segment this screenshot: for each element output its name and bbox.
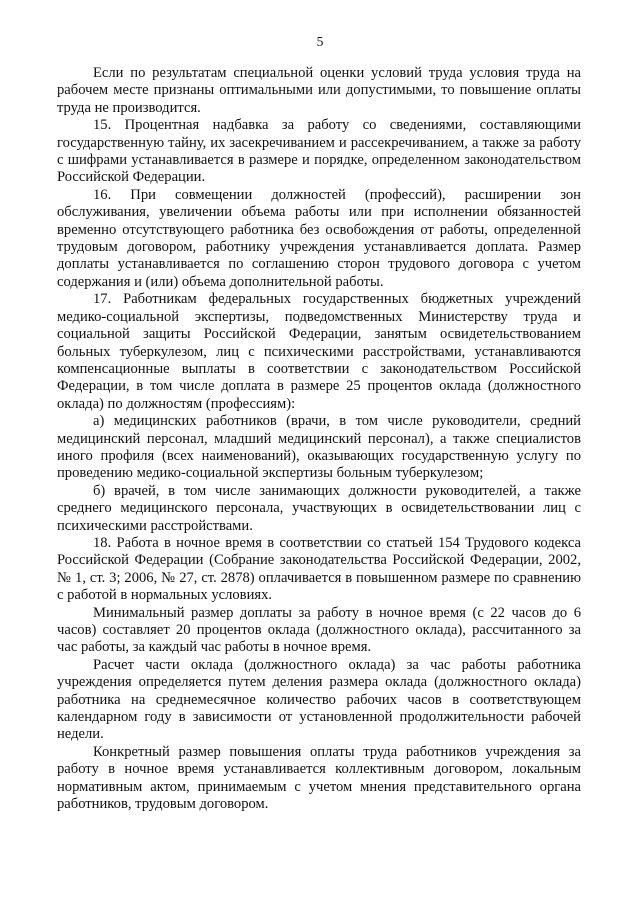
document-body: [57, 65, 581, 813]
paragraph-specific-increase: Конкретный размер повышения оплаты труда работников учреждения за работу в ночное время устанавливается коллективным договором, локальным нормативным актом, принимаемым с учетом мнения представительного органа работников, трудовым договором.: [57, 743, 581, 813]
paragraph-18-night-work: 18. Работа в ночное время в соответствии со статьей 154 Трудового кодекса Российской Федерации (Собрание законодательства Российской Федерации, 2002, № 1, ст. 3; 2006, № 27, ст. 2878) оплачивается в повышенном размере по сравнению с работой в нормальных условиях.: [57, 534, 581, 604]
paragraph-15-state-secret-allowance: 15. Процентная надбавка за работу со сведениями, составляющими государственную тайну, их засекречиванием и рассекречиванием, а также за работу с шифрами устанавливается в размере и порядке, определенном законодательством Российской Федерации.: [57, 117, 581, 186]
paragraph-hourly-calculation: Расчет части оклада (должностного оклада) за час работы работника учреждения определяется путем деления размера оклада (должностного оклада) работника на среднемесячное количество рабочих часов в соответствующем календарном году в зависимости от установленной продолжительности рабочей недели.: [57, 656, 581, 743]
paragraph-17b-doctors: б) врачей, в том числе занимающих должности руководителей, а также среднего медицинского персонала, участвующих в освидетельствовании лиц с психическими расстройствами.: [57, 482, 581, 534]
paragraph-minimum-night-pay: Минимальный размер доплаты за работу в ночное время (с 22 часов до 6 часов) составляет 20 процентов оклада (должностного оклада), рассчитанного за час работы, за каждый час работы в ночное время.: [57, 604, 581, 656]
paragraph-17a-medical-workers: а) медицинских работников (врачи, в том числе руководители, средний медицинский персонал, младший медицинский персонал), а также специалистов иного профиля (всех наименований), оказывающих государственную услугу по проведению медико-социальной экспертизы больным туберкулезом;: [57, 413, 581, 482]
page-number: 5: [316, 34, 324, 49]
paragraph-assessment-conditions: Если по результатам специальной оценки условий труда условия труда на рабочем месте признаны оптимальными или допустимыми, то повышение оплаты труда не производится.: [57, 65, 581, 116]
paragraph-17-medical-expertise: 17. Работникам федеральных государственных бюджетных учреждений медико-социальной экспертизы, подведомственных Министерству труда и социальной защиты Российской Федерации, занятым освидетельствованием больных туберкулезом, лиц с психическими расстройствами, устанавливаются компенсационные выплаты в соответствии с законодательством Российской Федерации, в том числе доплата в размере 25 процентов оклада (должностного оклада) по должностям (профессиям):: [57, 291, 581, 412]
paragraph-16-combined-positions: 16. При совмещении должностей (профессий), расширении зон обслуживания, увеличении объема работы или при исполнении обязанностей временно отсутствующего работника без освобождения от работы, определенной трудовым договором, работнику учреждения устанавливается доплата. Размер доплаты устанавливается по соглашению сторон трудового договора с учетом содержания и (или) объема дополнительной работы.: [57, 186, 581, 290]
